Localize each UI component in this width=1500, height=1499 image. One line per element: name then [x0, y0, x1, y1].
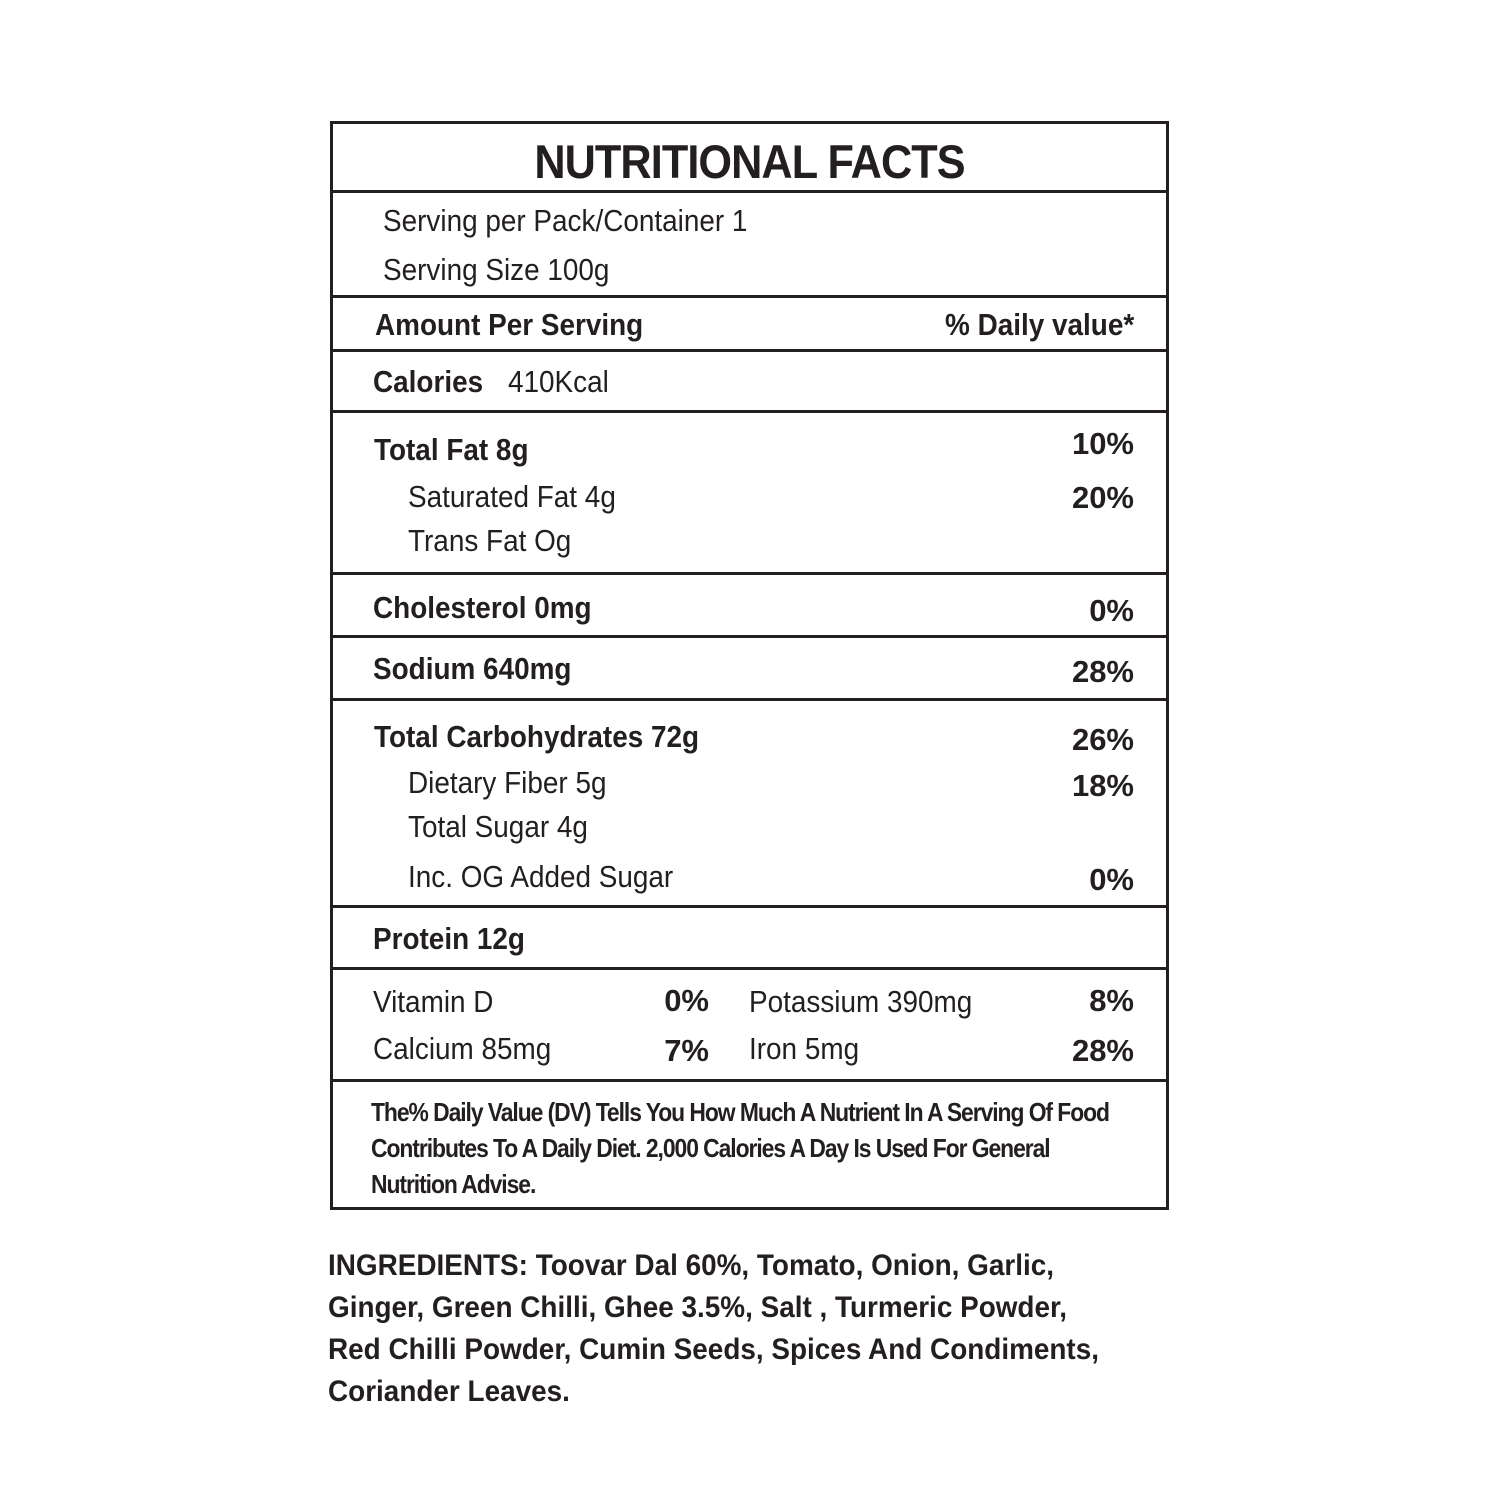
- divider: [333, 572, 1166, 575]
- added-sugar-pct: 0%: [1089, 862, 1134, 897]
- total-carbohydrates-pct: 26%: [1071, 722, 1134, 757]
- calcium-pct: 7%: [664, 1033, 709, 1068]
- sodium-pct: 28%: [1071, 654, 1134, 689]
- total-sugar: Total Sugar 4g: [408, 809, 588, 844]
- divider: [333, 967, 1166, 970]
- ingredients-line: Red Chilli Powder, Cumin Seeds, Spices And Condiments,: [328, 1333, 1099, 1366]
- dietary-fiber: Dietary Fiber 5g: [408, 765, 607, 800]
- dietary-fiber-pct: 18%: [1071, 768, 1134, 803]
- total-fat-pct: 10%: [1071, 426, 1134, 461]
- divider: [333, 1079, 1166, 1082]
- footnote-line: The% Daily Value (DV) Tells You How Much A Nutrient In A Serving Of Food: [371, 1097, 1109, 1127]
- divider: [333, 698, 1166, 701]
- ingredients-text: Toovar Dal 60%, Tomato, Onion, Garlic,: [527, 1249, 1055, 1282]
- potassium: Potassium 390mg: [749, 984, 973, 1019]
- ingredients-label: INGREDIENTS:: [328, 1249, 528, 1282]
- divider: [333, 410, 1166, 413]
- potassium-pct: 8%: [1089, 983, 1134, 1018]
- sodium: Sodium 640mg: [373, 651, 572, 686]
- footnote-line: Nutrition Advise.: [371, 1169, 536, 1199]
- cholesterol-pct: 0%: [1089, 593, 1134, 628]
- calories-label: Calories: [373, 364, 484, 399]
- added-sugar: Inc. OG Added Sugar: [408, 859, 674, 894]
- ingredients-list: [328, 1245, 1165, 1413]
- ingredients-line: Coriander Leaves.: [328, 1375, 570, 1408]
- vitamin-d-pct: 0%: [664, 983, 709, 1018]
- servings-per-container: Serving per Pack/Container 1: [383, 203, 748, 238]
- iron-pct: 28%: [1071, 1033, 1134, 1068]
- panel-title: NUTRITIONAL FACTS: [534, 135, 965, 188]
- saturated-fat: Saturated Fat 4g: [408, 479, 616, 514]
- daily-value-heading: % Daily value*: [944, 307, 1134, 342]
- divider: [333, 905, 1166, 908]
- calories-value: 410Kcal: [508, 364, 609, 399]
- calcium: Calcium 85mg: [373, 1031, 552, 1066]
- cholesterol: Cholesterol 0mg: [373, 590, 592, 625]
- trans-fat: Trans Fat Og: [408, 523, 572, 558]
- ingredients-line: [328, 1245, 1165, 1287]
- saturated-fat-pct: 20%: [1071, 480, 1134, 515]
- amount-per-serving-heading: Amount Per Serving: [375, 307, 644, 342]
- ingredients-line: Ginger, Green Chilli, Ghee 3.5%, Salt , Turmeric Powder,: [328, 1291, 1068, 1324]
- iron: Iron 5mg: [749, 1031, 860, 1066]
- serving-size: Serving Size 100g: [383, 252, 610, 287]
- divider: [333, 635, 1166, 638]
- nutrition-facts-panel: [330, 121, 1169, 1210]
- total-fat: Total Fat 8g: [374, 432, 529, 467]
- divider: [333, 190, 1166, 193]
- divider: [333, 295, 1166, 298]
- divider: [333, 349, 1166, 352]
- total-carbohydrates: Total Carbohydrates 72g: [374, 719, 700, 754]
- daily-value-footnote: [371, 1094, 1109, 1202]
- protein: Protein 12g: [373, 921, 525, 956]
- footnote-line: Contributes To A Daily Diet. 2,000 Calories A Day Is Used For General: [371, 1133, 1050, 1163]
- vitamin-d: Vitamin D: [373, 984, 494, 1019]
